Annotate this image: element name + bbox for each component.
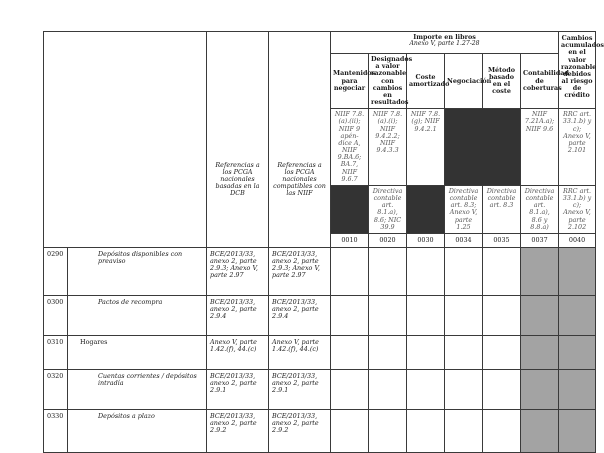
- col-label-0037: Contabilidad de coberturas: [521, 54, 559, 109]
- row-ref-dcb: Anexo V, parte 1.42.(f), 44.(c): [207, 335, 269, 369]
- cell-0010[interactable]: [331, 295, 369, 335]
- cell-0010[interactable]: [331, 335, 369, 369]
- cell-0034[interactable]: [445, 409, 483, 452]
- cell-0035[interactable]: [483, 409, 521, 452]
- cell-0020[interactable]: [369, 295, 407, 335]
- row-ref-niif: Anexo V, parte 1.42.(f), 44.(c): [269, 335, 331, 369]
- row-code: 0300: [44, 295, 68, 335]
- blocked-cell-pcga-0030: [407, 185, 445, 233]
- niif-ref-0030: NIIF 7.8.(g); NIIF 9.4.2.1: [407, 109, 445, 186]
- row-code: 0310: [44, 335, 68, 369]
- row-ref-niif: BCE/2013/33, anexo 2, parte 2.9.3; Anexo V, parte 2.97: [269, 247, 331, 295]
- row-ref-niif: BCE/2013/33, anexo 2, parte 2.9.4: [269, 295, 331, 335]
- cell-0010[interactable]: [331, 409, 369, 452]
- ref-niif-header-text: Referencias a los PCGA nacionales compatibles con las NIIF: [273, 160, 326, 198]
- cell-0035[interactable]: [483, 369, 521, 409]
- col-label-0020: Designados a valor razonable con cambios en resultados: [369, 54, 407, 109]
- cell-0030[interactable]: [407, 369, 445, 409]
- row-label: Cuentas corrientes / depósitos intradía: [68, 369, 207, 409]
- cell-0040-shaded: [559, 409, 596, 452]
- col-code-0030: 0030: [407, 233, 445, 247]
- row-code: 0330: [44, 409, 68, 452]
- table-row: [44, 409, 596, 452]
- cell-0035[interactable]: [483, 295, 521, 335]
- cell-0037-shaded: [521, 247, 559, 295]
- cell-0020[interactable]: [369, 409, 407, 452]
- col-label-0010: Mantenidos para negociar: [331, 54, 369, 109]
- cambios-header-text: Cambios acumulados en el valor razonable debidos al riesgo de crédito: [561, 34, 604, 100]
- blocked-cell-pcga-0010: [331, 185, 369, 233]
- table-row: [44, 295, 596, 335]
- cell-0020[interactable]: [369, 247, 407, 295]
- row-label: Depósitos disponibles con preaviso: [68, 247, 207, 295]
- col-code-0034: 0034: [445, 233, 483, 247]
- table-row: [44, 369, 596, 409]
- blocked-cell-niif-0034-0035: [445, 109, 521, 186]
- cell-0040-shaded: [559, 295, 596, 335]
- cell-0030[interactable]: [407, 335, 445, 369]
- row-ref-dcb: BCE/2013/33, anexo 2, parte 2.9.3; Anexo V, parte 2.97: [207, 247, 269, 295]
- cell-0020[interactable]: [369, 335, 407, 369]
- cell-0037-shaded: [521, 409, 559, 452]
- pcga-ref-0020: Directiva contable art. 8.1.a), 8.6; NIC 39.9: [369, 185, 407, 233]
- pcga-ref-0040: RRC art. 33.1.b) y c); Anexo V, parte 2.102: [559, 185, 596, 233]
- importe-libros-header: [331, 32, 559, 54]
- niif-ref-0040: RRC art. 33.1.b) y c); Anexo V, parte 2.101: [559, 109, 596, 186]
- row-ref-dcb: BCE/2013/33, anexo 2, parte 2.9.1: [207, 369, 269, 409]
- niif-ref-0010: NIIF 7.8.(a).(ii); NIIF 9 apén-dice A, NIIF 9.BA.6; BA.7, NIIF 9.6.7: [331, 109, 369, 186]
- ref-dcb-header: [207, 32, 269, 248]
- cell-0040-shaded: [559, 247, 596, 295]
- cell-0037-shaded: [521, 369, 559, 409]
- col-code-0037: 0037: [521, 233, 559, 247]
- table-row: [44, 247, 596, 295]
- cell-0035[interactable]: [483, 335, 521, 369]
- col-code-0010: 0010: [331, 233, 369, 247]
- row-label: Pactos de recompra: [68, 295, 207, 335]
- cell-0035[interactable]: [483, 247, 521, 295]
- niif-ref-0037: NIIF 7.21A.a); NIIF 9.6: [521, 109, 559, 186]
- cell-0010[interactable]: [331, 369, 369, 409]
- pcga-ref-0034: Directiva contable art. 8.3; Anexo V, parte 1.25: [445, 185, 483, 233]
- cell-0030[interactable]: [407, 295, 445, 335]
- row-label: Depósitos a plazo: [68, 409, 207, 452]
- col-label-0034: Negociación: [445, 54, 483, 109]
- row-ref-dcb: BCE/2013/33, anexo 2, parte 2.9.4: [207, 295, 269, 335]
- cell-0034[interactable]: [445, 247, 483, 295]
- row-code: 0290: [44, 247, 68, 295]
- pcga-ref-0037: Directiva contable art. 8.1.a), 8.6 y 8.8.a): [521, 185, 559, 233]
- cell-0010[interactable]: [331, 247, 369, 295]
- table-row: [44, 335, 596, 369]
- cell-0034[interactable]: [445, 335, 483, 369]
- cell-0030[interactable]: [407, 247, 445, 295]
- importe-libros-title: Importe en libros: [413, 33, 476, 41]
- pcga-ref-0035: Directiva contable art. 8.3: [483, 185, 521, 233]
- row-ref-niif: BCE/2013/33, anexo 2, parte 2.9.1: [269, 369, 331, 409]
- row-code: 0320: [44, 369, 68, 409]
- header-blank-corner: [44, 32, 207, 248]
- cell-0030[interactable]: [407, 409, 445, 452]
- cell-0020[interactable]: [369, 369, 407, 409]
- cell-0040-shaded: [559, 335, 596, 369]
- col-code-0035: 0035: [483, 233, 521, 247]
- ref-niif-header: [269, 32, 331, 248]
- row-label: Hogares: [68, 335, 207, 369]
- ref-dcb-header-text: Referencias a los PCGA nacionales basadas en la DCB: [215, 160, 260, 198]
- row-ref-dcb: BCE/2013/33, anexo 2, parte 2.9.2: [207, 409, 269, 452]
- col-code-0020: 0020: [369, 233, 407, 247]
- cell-0040-shaded: [559, 369, 596, 409]
- cell-0034[interactable]: [445, 369, 483, 409]
- niif-ref-0020: NIIF 7.8.(a).(i); NIIF 9.4.2.2; NIIF 9.4.3.3: [369, 109, 407, 186]
- col-label-0035: Método basado en el coste: [483, 54, 521, 109]
- financial-reporting-table: [43, 31, 604, 453]
- col-code-0040: 0040: [559, 233, 596, 247]
- row-ref-niif: BCE/2013/33, anexo 2, parte 2.9.2: [269, 409, 331, 452]
- cell-0034[interactable]: [445, 295, 483, 335]
- cell-0037-shaded: [521, 295, 559, 335]
- col-label-0030: Coste amortizado: [407, 54, 445, 109]
- cell-0037-shaded: [521, 335, 559, 369]
- importe-libros-subtitle: Anexo V, parte 1.27-28: [409, 40, 480, 48]
